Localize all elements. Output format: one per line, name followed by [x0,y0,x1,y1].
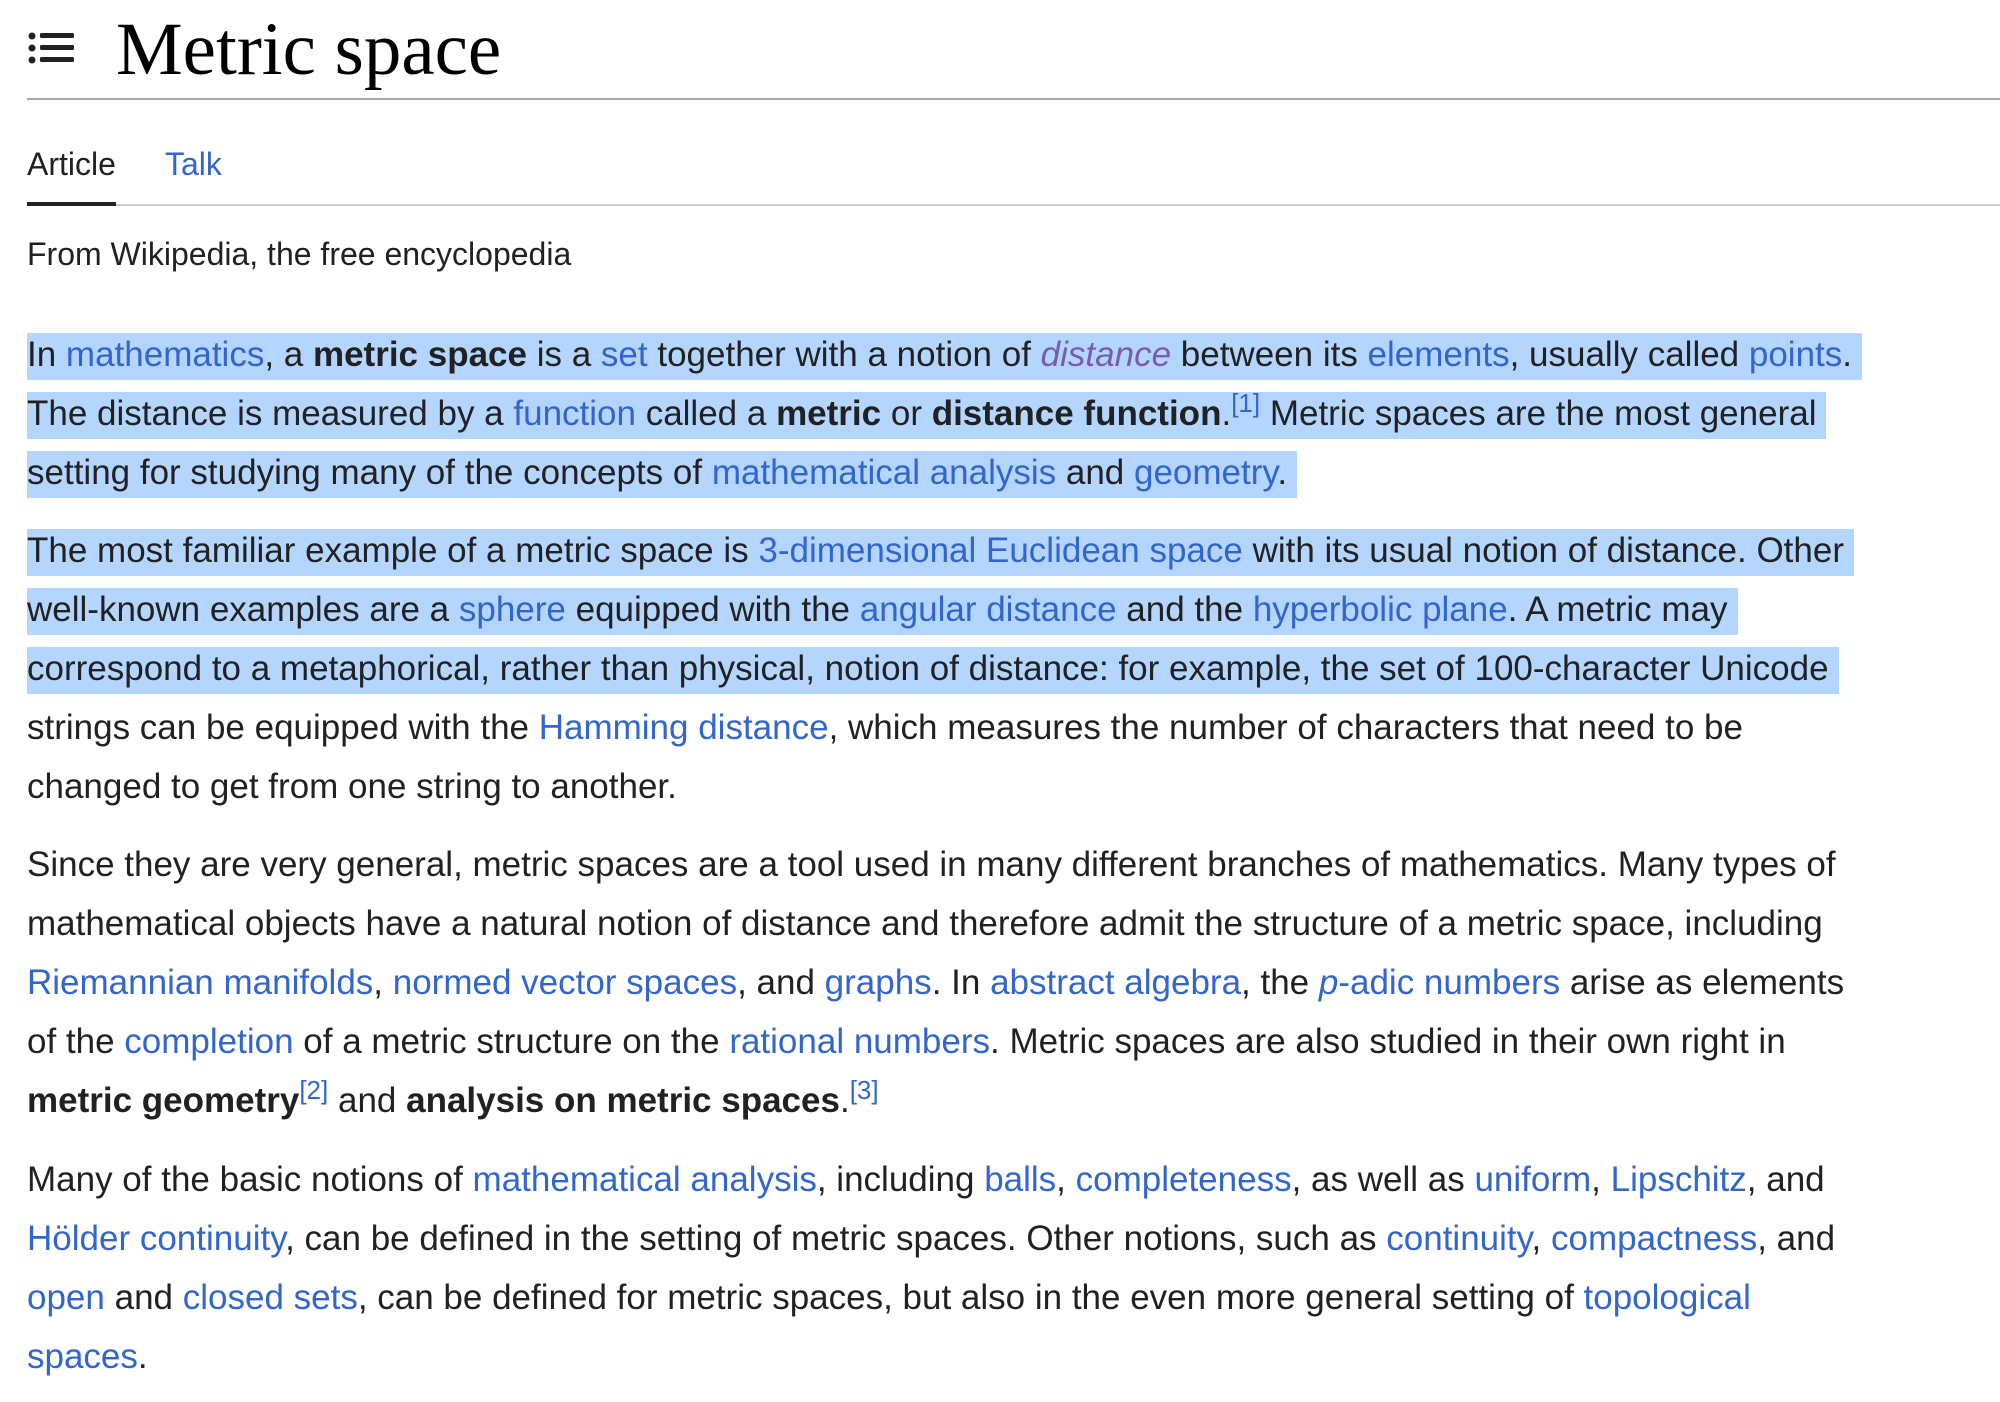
site-tagline: From Wikipedia, the free encyclopedia [27,236,572,272]
reference-3 [850,1075,879,1105]
text-selection [27,647,1839,694]
text: Many of the basic notions of [27,1160,473,1199]
link-lipschitz[interactable]: Lipschitz [1610,1160,1747,1199]
text: , which measures the number of characters that need to be [828,708,1743,747]
text: between its [1171,335,1368,374]
link-mathematical-analysis[interactable]: mathematical analysis [711,453,1057,492]
paragraph-examples [27,521,1854,816]
link-normed-vector-spaces[interactable]: normed vector spaces [392,963,738,1002]
link-closed-sets[interactable]: closed sets [182,1278,358,1317]
link-text: -adic numbers [1338,963,1561,1002]
text: and [328,1081,407,1120]
paragraph-intro [27,325,1862,502]
text: Since they are very general, metric spaces are a tool used in many different branches of mathematics. Many types of [27,845,1836,884]
text: , and [737,963,825,1002]
link-elements[interactable]: elements [1367,335,1510,374]
link-open[interactable]: open [27,1278,105,1317]
link-mathematical-analysis[interactable]: mathematical analysis [472,1160,817,1199]
bold-term-metric-space: metric space [312,335,527,374]
paragraph-notions [27,1150,1835,1386]
text: In [27,335,66,374]
bold-term-metric: metric [776,394,882,433]
namespace-tabs [27,140,2000,206]
link-graphs[interactable]: graphs [824,963,932,1002]
text-selection [27,388,1826,439]
text: of a metric structure on the [293,1022,730,1061]
text: strings can be equipped with the [27,708,539,747]
text: . [1277,453,1288,492]
link-mathematics[interactable]: mathematics [65,335,265,374]
text-selection [27,451,1297,498]
link-angular-distance[interactable]: angular distance [859,590,1117,629]
text-selection [27,588,1738,635]
text: correspond to a metaphorical, rather than physical, notion of distance: for example, the set of 100-character Unicode [27,649,1829,688]
text: changed to get from one string to another. [27,767,677,806]
text: of the [27,1022,125,1061]
text: , the [1241,963,1319,1002]
text: Metric spaces are the most general [1260,394,1817,433]
bold-term-analysis-on-metric-spaces: analysis on metric spaces [406,1081,840,1120]
link-riemannian-manifolds[interactable]: Riemannian manifolds [27,963,374,1002]
link-hamming-distance[interactable]: Hamming distance [538,708,829,747]
text: . [1221,394,1232,433]
text: , [373,963,393,1002]
text: together with a notion of [647,335,1041,374]
paragraph-applications [27,835,1844,1130]
link-set[interactable]: set [600,335,648,374]
text: . In [931,963,991,1002]
link-euclidean-space[interactable]: 3-dimensional Euclidean space [758,531,1243,570]
tab-article[interactable]: Article [27,140,116,204]
reference-link[interactable]: [2] [299,1075,329,1105]
text: , and [1746,1160,1825,1199]
text: called a [635,394,777,433]
text: , [1056,1160,1076,1199]
text-selection [27,529,1854,576]
link-compactness[interactable]: compactness [1550,1219,1758,1258]
text: arise as elements [1560,963,1845,1002]
page-title: Metric space [116,8,502,91]
text: The most familiar example of a metric space is [27,531,759,570]
article-header [27,0,2000,100]
link-points[interactable]: points [1748,335,1843,374]
link-holder-continuity[interactable]: Hölder continuity [27,1219,286,1258]
text: equipped with the [565,590,860,629]
link-p-adic-numbers[interactable] [1319,963,1560,1002]
text: is a [527,335,601,374]
text: and [1056,453,1134,492]
table-of-contents-button[interactable] [28,30,78,70]
link-topological-spaces[interactable]: topological [1583,1278,1751,1317]
text: setting for studying many of the concepts of [27,453,712,492]
link-uniform[interactable]: uniform [1474,1160,1592,1199]
text: , [1531,1219,1551,1258]
tab-talk[interactable]: Talk [165,146,222,182]
link-rational-numbers[interactable]: rational numbers [729,1022,991,1061]
text: and [104,1278,183,1317]
link-topological-spaces-cont[interactable]: spaces [27,1337,138,1376]
link-completeness[interactable]: completeness [1075,1160,1292,1199]
list-icon [28,30,78,70]
text: and the [1116,590,1253,629]
text: mathematical objects have a natural notion of distance and therefore admit the structure of a metric space, including [27,904,1823,943]
link-function[interactable]: function [513,394,636,433]
link-sphere[interactable]: sphere [458,590,566,629]
bold-term-distance-function: distance function [931,394,1222,433]
link-continuity[interactable]: continuity [1386,1219,1532,1258]
text: . [137,1337,148,1376]
text-selection [27,333,1862,380]
text: The distance is measured by a [27,394,514,433]
text: well-known examples are a [27,590,459,629]
italic-p: p [1318,963,1339,1002]
link-hyperbolic-plane[interactable]: hyperbolic plane [1252,590,1508,629]
link-geometry[interactable]: geometry [1134,453,1278,492]
text: . A metric may [1507,590,1728,629]
reference-1 [1231,388,1260,418]
text: with its usual notion of distance. Other [1242,531,1844,570]
link-distance[interactable]: distance [1040,335,1172,374]
link-balls[interactable]: balls [984,1160,1057,1199]
text: , can be defined for metric spaces, but also in the even more general setting of [357,1278,1584,1317]
link-completion[interactable]: completion [124,1022,294,1061]
text: , as well as [1291,1160,1475,1199]
text: , [1591,1160,1611,1199]
text: , can be defined in the setting of metric spaces. Other notions, such as [285,1219,1387,1258]
bold-term-metric-geometry: metric geometry [27,1081,300,1120]
reference-2 [299,1075,328,1105]
link-abstract-algebra[interactable]: abstract algebra [990,963,1242,1002]
text: . Metric spaces are also studied in their own right in [990,1022,1786,1061]
text: , including [816,1160,985,1199]
text: . [839,1081,850,1120]
reference-link[interactable]: [3] [849,1075,879,1105]
text: , a [264,335,313,374]
text: , and [1757,1219,1836,1258]
reference-link[interactable]: [1] [1231,388,1261,418]
text: , usually called [1509,335,1749,374]
text: or [881,394,932,433]
text: . [1842,335,1853,374]
